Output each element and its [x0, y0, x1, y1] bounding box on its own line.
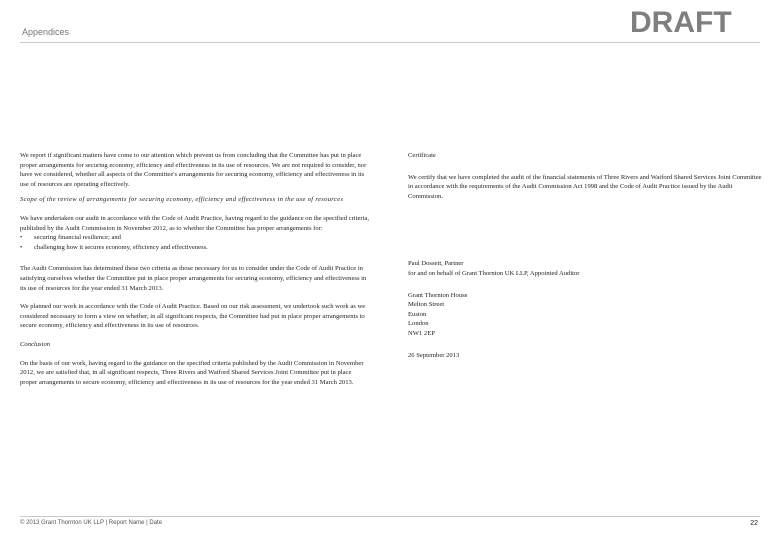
conclusion-paragraph: On the basis of our work, having regard to the guidance on the specified criteria published by the Audit Commission in November 2012, we are satisfied that, in all significant respects, Three Rivers and Watford Shared Services Joint Committee put in place proper arrangements to secure economy, efficiency and effectiveness in its use of resources for the year ended 31 March 2013.	[20, 359, 364, 386]
address-line: London	[408, 320, 429, 328]
auditor-address	[408, 291, 773, 339]
list-item	[20, 233, 370, 243]
list-item-text: challenging how it secures economy, efficiency and effectiveness.	[34, 243, 208, 251]
bullet-icon: •	[20, 234, 23, 242]
bullet-icon: •	[20, 243, 23, 251]
intro-paragraph: We report if significant matters have come to our attention which prevent us from concluding that the Committee has put in place proper arrangements for securing economy, efficiency and effectiveness in its use of resources. We are not required to consider, nor have we considered, whether all aspects of the Committee's arrangements for securing economy, efficiency and effectiveness in its use of resources are operating effectively.	[20, 152, 367, 188]
signatory-role: for and on behalf of Grant Thornton UK LLP, Appointed Auditor	[408, 269, 580, 277]
spacer	[20, 331, 370, 340]
address-line: Euston	[408, 310, 427, 318]
address-line: NW1 2EP	[408, 329, 435, 337]
spacer	[408, 161, 773, 173]
scope-heading: Scope of the review of arrangements for securing economy, efficiency and effectiveness in the use of resources	[20, 196, 344, 204]
draft-watermark: DRAFT	[630, 6, 732, 39]
right-column	[408, 151, 773, 360]
signatory-name: Paul Dossett, Partner	[408, 260, 464, 268]
spacer	[20, 293, 370, 302]
spacer	[408, 279, 773, 291]
list-item-text: securing financial resilience; and	[34, 234, 121, 242]
criteria-paragraph: The Audit Commission has determined these two criteria as those necessary for us to consider under the Code of Audit Practice in satisfying ourselves whether the Committee put in place proper arrangements for securing economy, efficiency and effectiveness in its use of resources for the year ended 31 March 2013.	[20, 265, 367, 292]
address-line: Melton Street	[408, 301, 445, 309]
footer-divider	[20, 516, 760, 517]
planning-paragraph: We planned our work in accordance with the Code of Audit Practice. Based on our risk assessment, we undertook such work as we considered necessary to form a view on whether, in all significant respects, the Committee had put in place proper arrangements to secure economy, efficiency and effectiveness in its use of resources.	[20, 303, 366, 330]
spacer	[408, 339, 773, 351]
address-line: Grant Thornton House	[408, 291, 468, 299]
spacer	[408, 201, 773, 259]
certificate-paragraph: We certify that we have completed the audit of the financial statements of Three Rivers and Watford Shared Services Joint Committee in accordance with the requirements of the Audit Commission Act 1998 and the Code of Audit Practice issued by the Audit Commission.	[408, 173, 762, 200]
section-title: Appendices	[22, 27, 70, 37]
certificate-heading: Certificate	[408, 152, 436, 159]
list-item	[20, 243, 370, 253]
certificate-date: 26 September 2013	[408, 351, 460, 359]
conclusion-heading: Conclusion	[20, 340, 51, 348]
left-column	[20, 151, 370, 387]
spacer	[20, 205, 370, 214]
criteria-list	[20, 233, 370, 252]
spacer	[20, 350, 370, 359]
scope-paragraph: We have undertaken our audit in accordance with the Code of Audit Practice, having regard to the guidance on the specified criteria, published by the Audit Commission in November 2012, as to whether the Committee has proper arrangements for:	[20, 214, 369, 232]
spacer	[20, 252, 370, 264]
header-divider	[20, 42, 760, 43]
page-number: 22	[750, 520, 758, 527]
footer-copyright: © 2013 Grant Thornton UK LLP | Report Name | Date	[20, 520, 163, 526]
